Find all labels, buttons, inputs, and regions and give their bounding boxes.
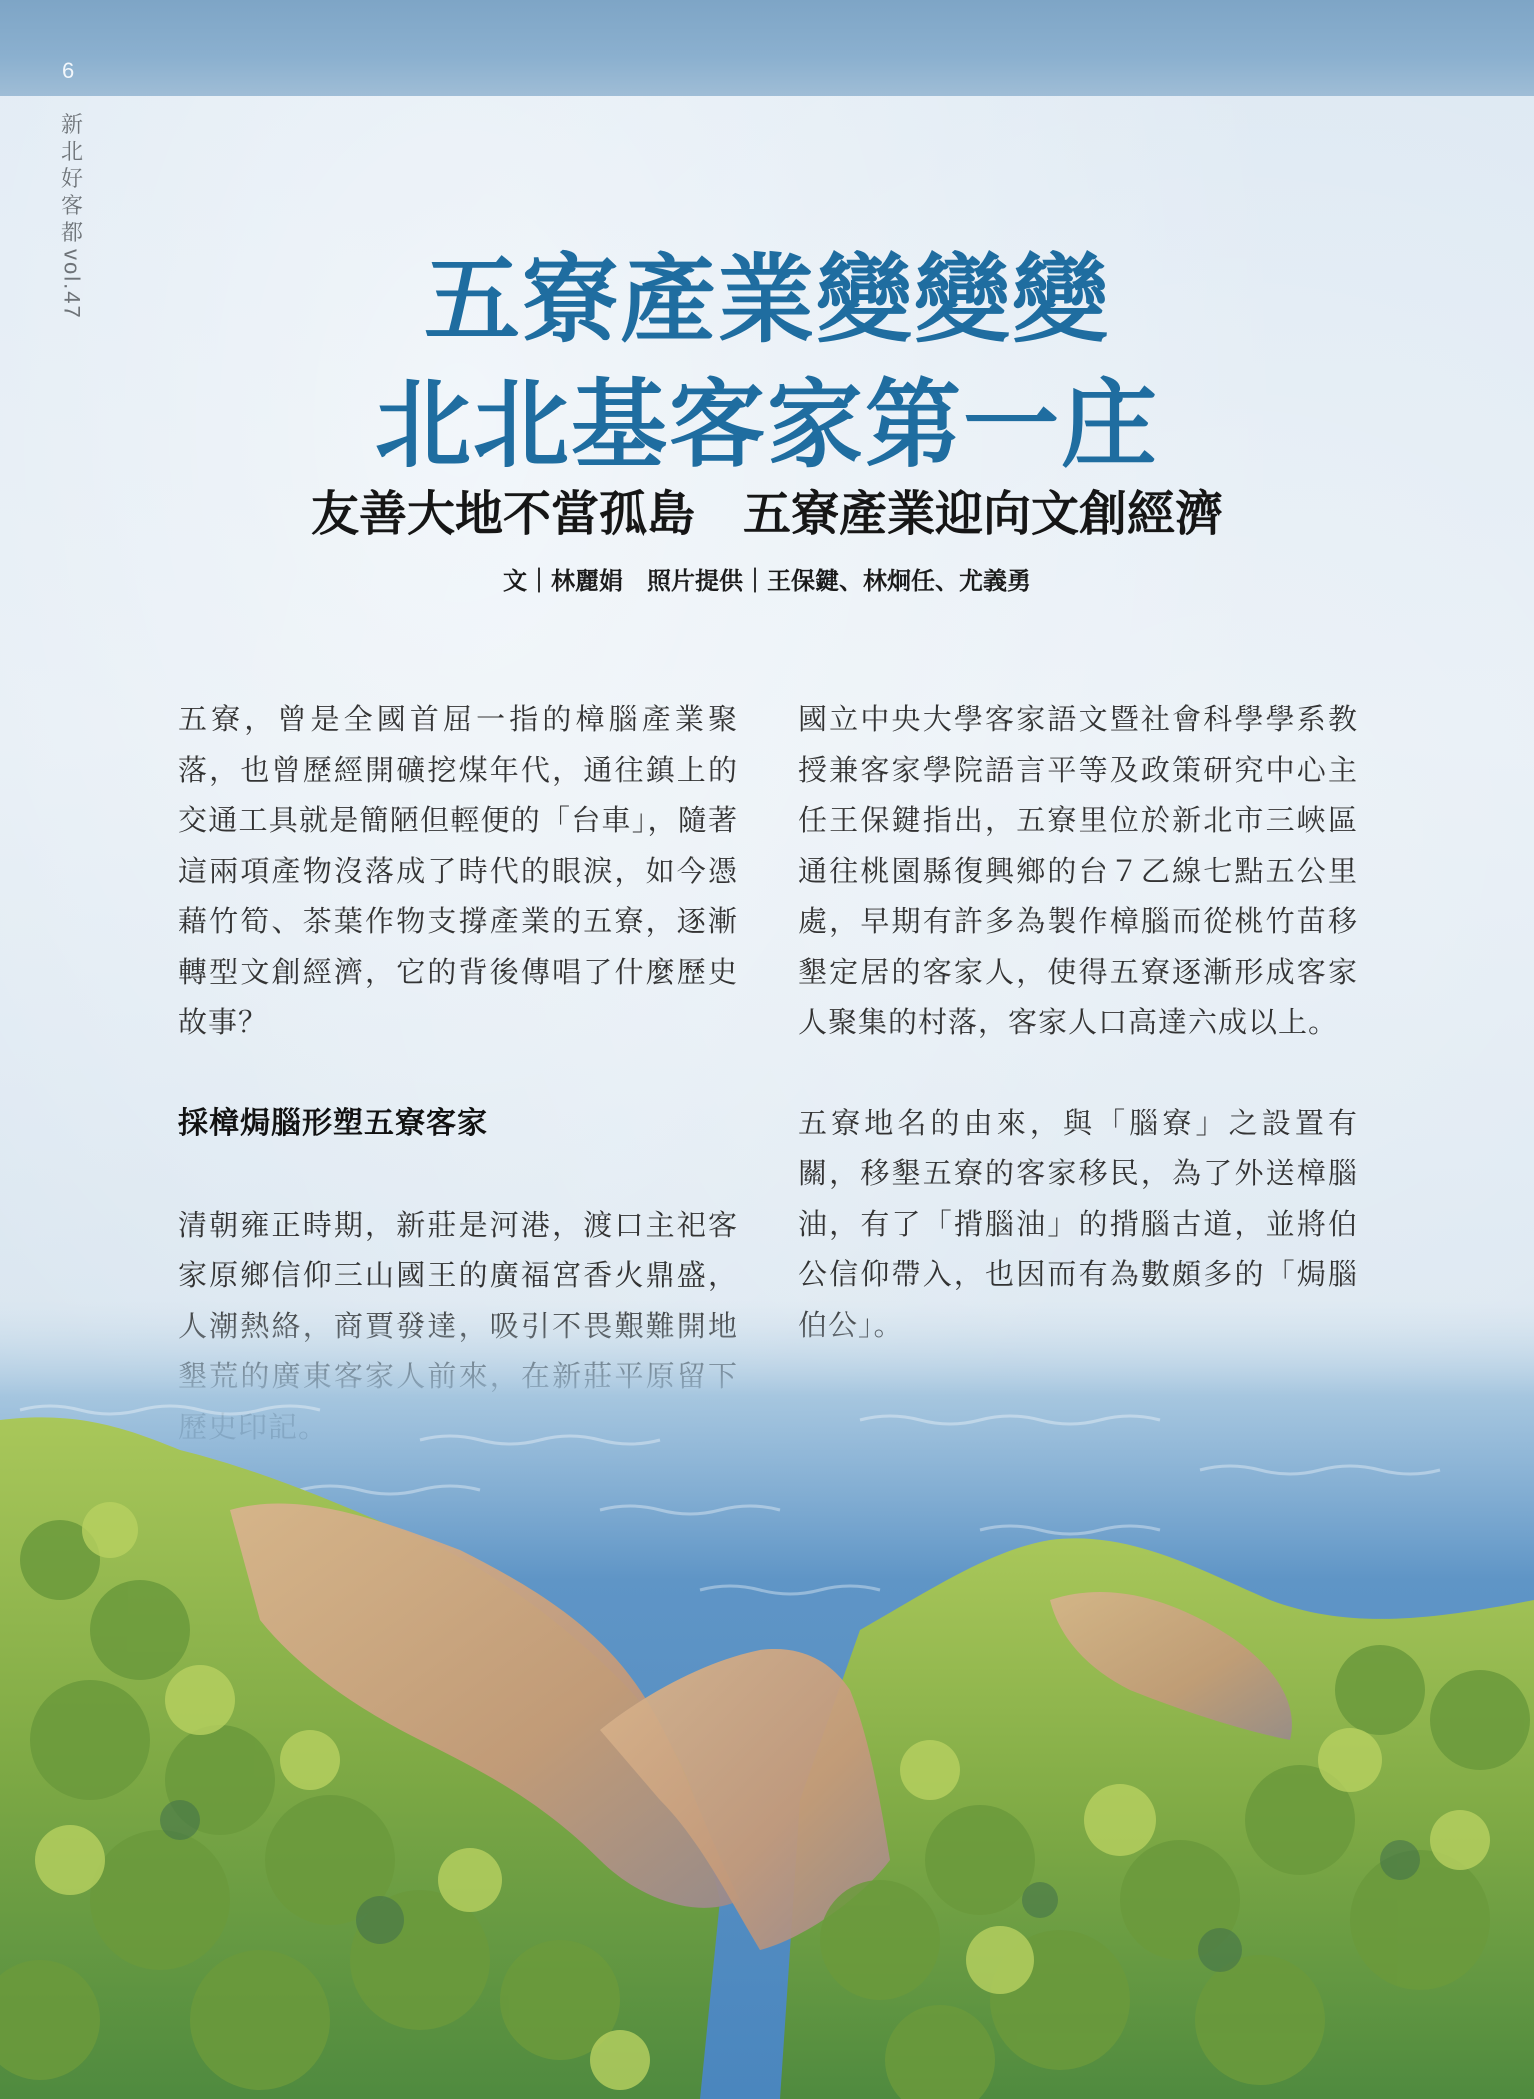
article-title-line-1: 五寮產業變變變 bbox=[424, 244, 1110, 356]
side-label-text: 新北好客都 bbox=[60, 113, 83, 246]
painted-coastal-mountain-illustration bbox=[0, 1300, 1534, 2099]
article-title-line-2: 北北基客家第一庄 bbox=[375, 369, 1159, 481]
article-byline: 文｜林麗娟 照片提供｜王保鍵、林炯任、尤義勇 bbox=[503, 567, 1031, 595]
right-text-column bbox=[798, 694, 1358, 1350]
article-subtitle: 友善大地不當孤島 五寮產業迎向文創經濟 bbox=[310, 486, 1223, 542]
page-number: 6 bbox=[62, 58, 75, 83]
left-paragraph-1: 五寮，曾是全國首屈一指的樟腦產業聚落，也曾歷經開礦挖煤年代，通往鎮上的交通工具就是簡陋但輕便的「台車」，隨著這兩項產物沒落成了時代的眼淚，如今憑藉竹筍、茶葉作物支撐產業的五寮，逐漸轉型文創經濟，它的背後傳唱了什麼歷史故事？ bbox=[178, 702, 738, 1039]
side-label-volume: vol.47 bbox=[59, 249, 85, 320]
section-heading: 採樟焗腦形塑五寮客家 bbox=[178, 1105, 488, 1141]
top-color-band bbox=[0, 0, 1534, 96]
right-paragraph-1: 國立中央大學客家語文暨社會科學學系教授兼客家學院語言平等及政策研究中心主任王保鍵指出，五寮里位於新北市三峽區通往桃園縣復興鄉的台７乙線七點五公里處，早期有許多為製作樟腦而從桃竹苗移墾定居的客家人，使得五寮逐漸形成客家人聚集的村落，客家人口高達六成以上。 bbox=[798, 702, 1358, 1039]
left-paragraph-2: 清朝雍正時期，新莊是河港，渡口主祀客家原鄉信仰三山國王的廣福宮香火鼎盛， bbox=[178, 1207, 738, 1292]
right-paragraph-2: 五寮地名的由來，與「腦寮」之設置有關，移墾五寮的客家移民，為了外送樟腦油，有了「揹腦油」的揹腦古道，並將伯公信仰帶入，也因而有為數頗多的「焗腦 bbox=[798, 1105, 1358, 1291]
